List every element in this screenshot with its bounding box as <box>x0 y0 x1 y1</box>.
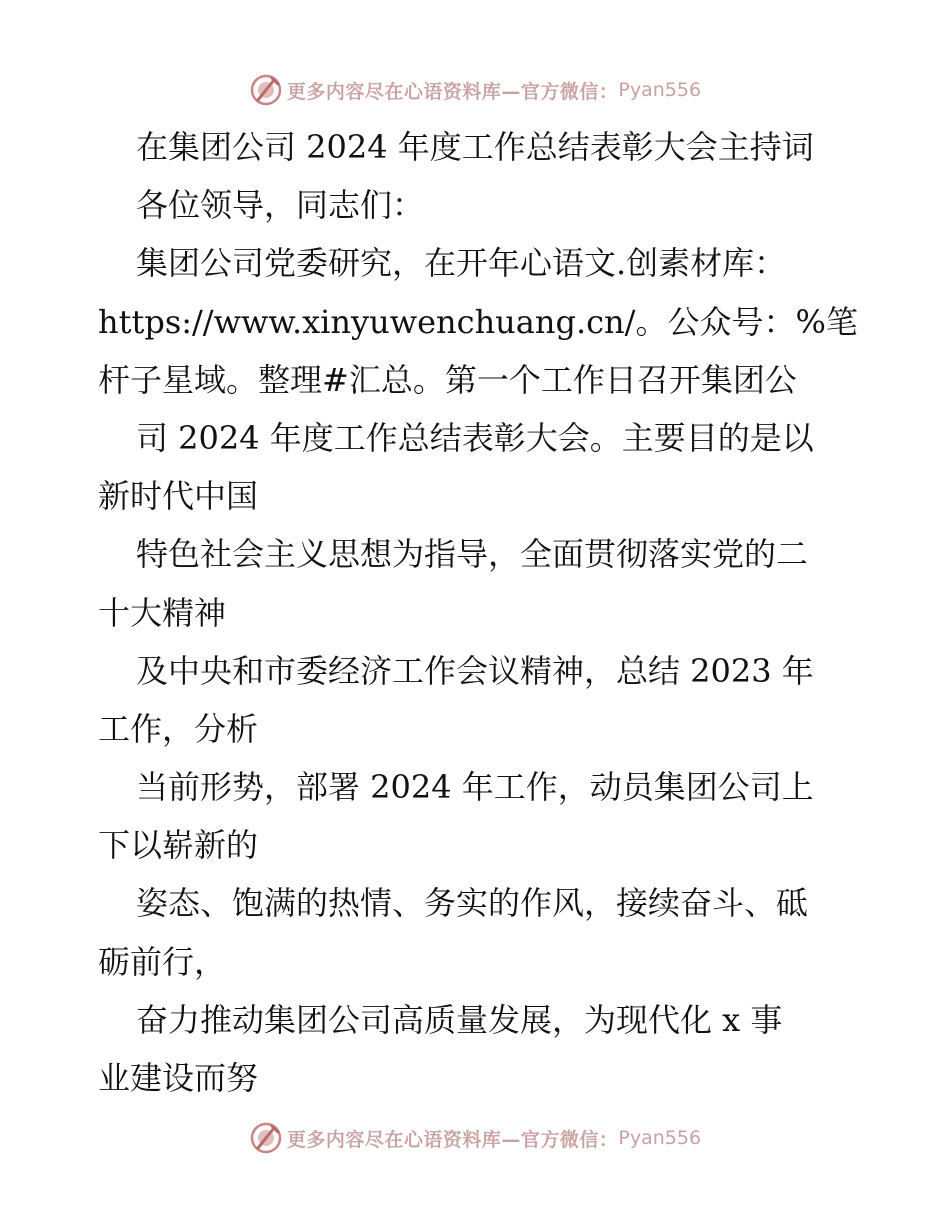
text-line: 奋力推动集团公司高质量发展，为现代化 x 事 <box>136 1000 783 1039</box>
text-line: 及中央和市委经济工作会议精神，总结 2023 年 <box>136 651 814 690</box>
text-line: 十大精神 <box>98 593 227 632</box>
pen-logo-icon <box>249 1121 283 1155</box>
salutation: 各位领导，同志们： <box>136 186 425 225</box>
text-line: 下以崭新的 <box>98 826 259 865</box>
text-line: 姿态、饱满的热情、务实的作风，接续奋斗、砥 <box>136 884 809 923</box>
text-line: 砺前行， <box>98 942 227 981</box>
footer-watermark <box>0 1118 950 1158</box>
header-watermark <box>0 70 950 110</box>
text-line: 工作，分析 <box>98 709 259 748</box>
pen-logo-icon <box>249 73 283 107</box>
text-line: 当前形势，部署 2024 年工作，动员集团公司上 <box>136 768 814 807</box>
text-line: 新时代中国 <box>98 477 259 516</box>
text-line: 司 2024 年度工作总结表彰大会。主要目的是以 <box>136 418 814 457</box>
text-line: 杆子星域。整理#汇总。第一个工作日召开集团公 <box>98 360 797 399</box>
text-line: 特色社会主义思想为指导，全面贯彻落实党的二 <box>136 535 809 574</box>
document-body <box>98 118 858 1107</box>
watermark-text: 更多内容尽在心语资料库—官方微信： <box>286 80 619 103</box>
watermark-text: 更多内容尽在心语资料库—官方微信： <box>286 1128 619 1151</box>
text-line: 业建设而努 <box>98 1059 259 1097</box>
text-line: https://www.xinyuwenchuang.cn/。公众号：%笔 <box>98 302 858 341</box>
watermark-handle: Pyan556 <box>618 79 702 101</box>
document-title: 在集团公司 2024 年度工作总结表彰大会主持词 <box>136 128 814 166</box>
text-line: 集团公司党委研究，在开年心语文.创素材库： <box>136 244 787 283</box>
watermark-handle: Pyan556 <box>618 1127 702 1149</box>
